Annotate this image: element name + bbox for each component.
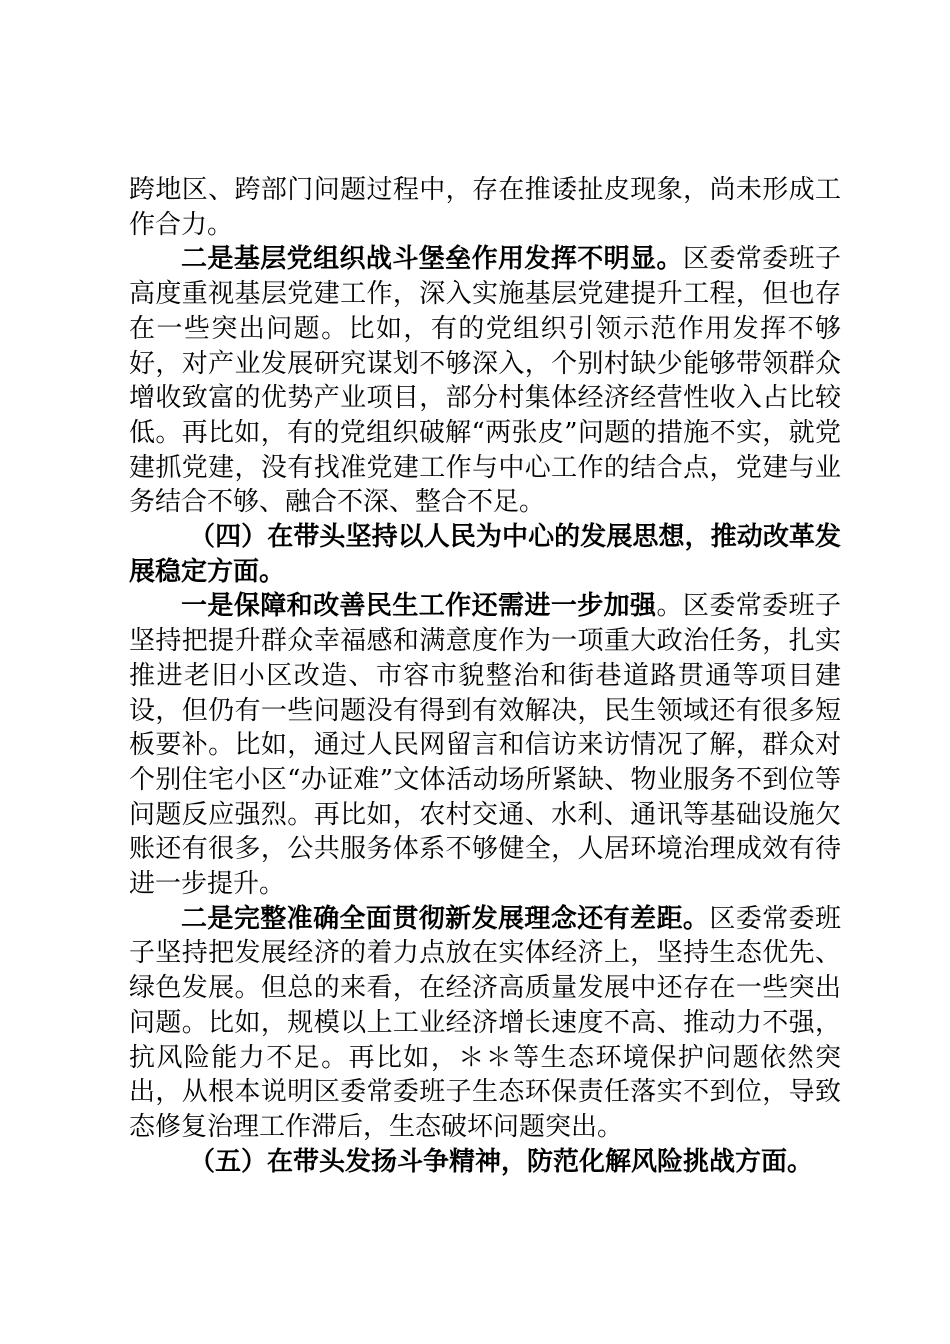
paragraph-lead: 二是基层党组织战斗堡垒作用发挥不明显。 [181, 244, 683, 275]
paragraph-text: 跨地区、跨部门问题过程中，存在推诿扯皮现象，尚未形成工作合力。 [129, 175, 841, 240]
document-body [129, 173, 841, 1179]
paragraph-lead: 二是完整准确全面贯彻新发展理念还有差距。 [181, 903, 710, 934]
paragraph-grassroots-party [129, 242, 841, 520]
paragraph-text: 区委常委班子坚持把发展经济的着力点放在实体经济上，坚持生态优先、绿色发展。但总的来看，在经济高质量发展中还存在一些突出问题。比如，规模以上工业经济增长速度不高、推动力不强，抗风险能力不足。再比如，＊＊等生态环境保护问题依然突出，从根本说明区委常委班子生态环保责任落实不到位，导致态修复治理工作滞后，生态破坏问题突出。 [129, 903, 841, 1142]
section-heading-5 [129, 1145, 841, 1180]
paragraph-continuation [129, 173, 841, 242]
heading-text: （五）在带头发扬斗争精神，防范化解风险挑战方面。 [189, 1146, 814, 1177]
heading-text: （四）在带头坚持以人民为中心的发展思想，推动改革发展稳定方面。 [129, 522, 841, 587]
paragraph-text: 区委常委班子高度重视基层党建工作，深入实施基层党建提升工程，但也存在一些突出问题。比如，有的党组织引领示范作用发挥不够好，对产业发展研究谋划不够深入，个别村缺少能够带领群众增收致富的优势产业项目，部分村集体经济经营性收入占比较低。再比如，有的党组织破解“两张皮”问题的措施不实，就党建抓党建，没有找准党建工作与中心工作的结合点，党建与业务结合不够、融合不深、整合不足。 [129, 244, 841, 518]
section-heading-4 [129, 520, 841, 589]
paragraph-development-concept [129, 902, 841, 1145]
paragraph-livelihood [129, 589, 841, 901]
paragraph-lead: 一是保障和改善民生工作还需进一步加强 [181, 591, 657, 622]
paragraph-text: 。区委常委班子坚持把提升群众幸福感和满意度作为一项重大政治任务，扎实推进老旧小区改造、市容市貌整治和街巷道路贯通等项目建设，但仍有一些问题没有得到有效解决，民生领域还有很多短板要补。比如，通过人民网留言和信访来访情况了解，群众对个别住宅小区“办证难”文体活动场所紧缺、物业服务不到位等问题反应强烈。再比如，农村交通、水利、通讯等基础设施欠账还有很多，公共服务体系不够健全，人居环境治理成效有待进一步提升。 [129, 591, 841, 900]
